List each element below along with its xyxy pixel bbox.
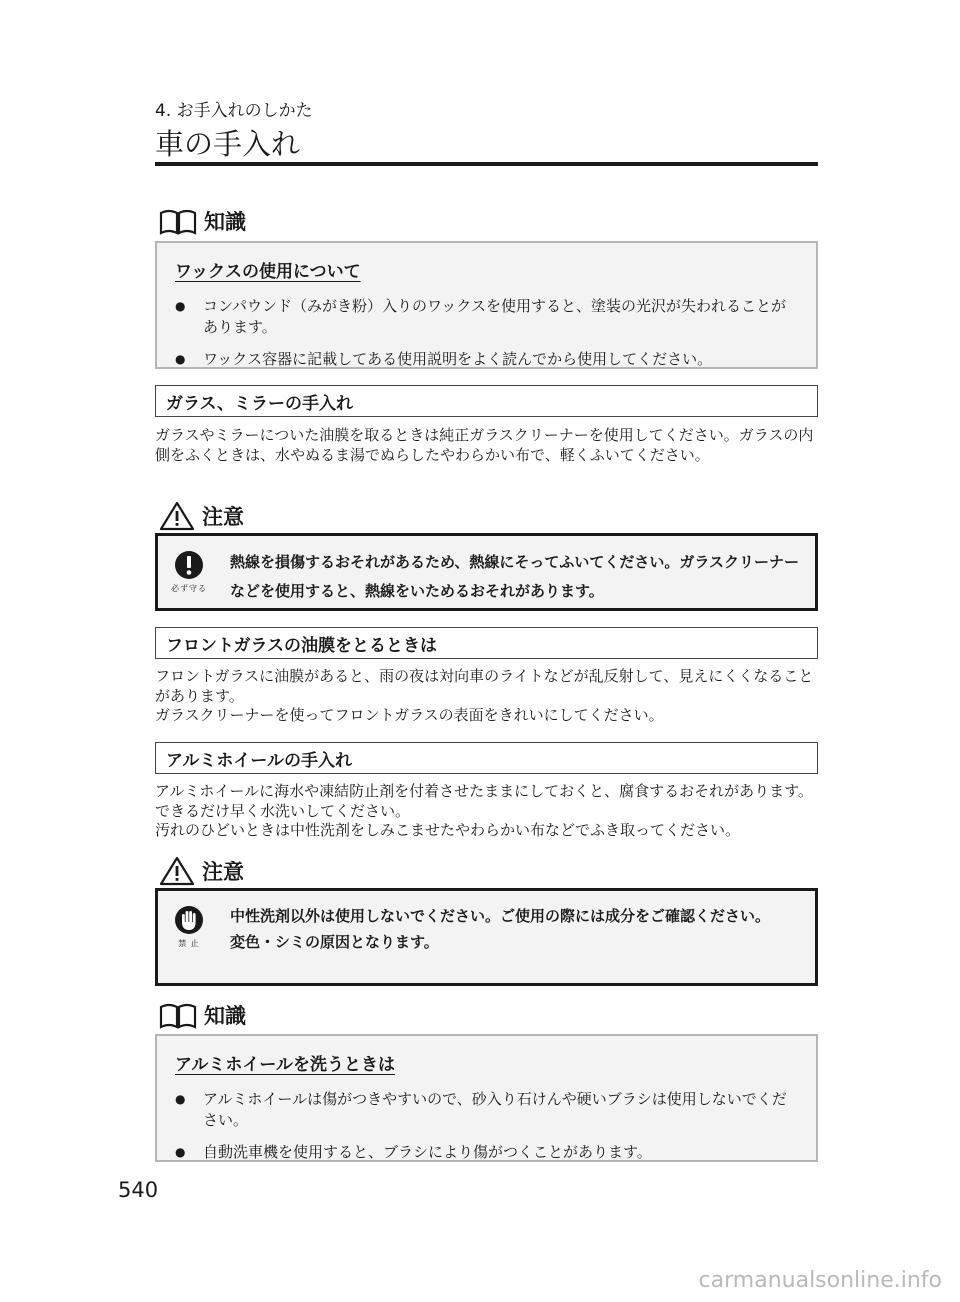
page-number: 540 — [118, 1178, 159, 1202]
prohibited-hand-icon — [174, 905, 204, 935]
caution-label-2 — [158, 855, 244, 887]
chapter-title: 4. お手入れのしかた — [155, 101, 313, 121]
mandatory-icon-caption: 必ず守る — [171, 584, 207, 593]
caution-box-detergent — [155, 888, 818, 986]
prohibited-icon-caption: 禁 止 — [178, 939, 200, 948]
book-icon — [158, 1000, 198, 1030]
paragraph-windshield: フロントガラスに油膜があると、雨の夜は対向車のライトなどが乱反射して、見えにくくなることがあります。 — [155, 667, 814, 705]
paragraph-wheel: アルミホイールに海水や凍結防止剤を付着させたままにしておくと、腐食するおそれがあります。できるだけ早く水洗いしてください。 — [155, 782, 813, 820]
paragraph-glass: ガラスやミラーについた油膜を取るときは純正ガラスクリーナーを使用してください。ガラスの内側をふくときは、水やぬるま湯でぬらしたやわらかい布で、軽くふいてください。 — [155, 426, 814, 464]
page-header — [155, 100, 818, 164]
header-rule — [155, 162, 818, 166]
mandatory-icon-column — [158, 536, 220, 608]
caution-box-defroster — [155, 533, 818, 611]
knowledge-label-1 — [158, 206, 246, 236]
caution-label-text: 注意 — [202, 505, 244, 529]
knowledge-label-text: 知識 — [204, 1004, 246, 1028]
book-icon — [158, 206, 198, 236]
section-heading-wheel: アルミホイールの手入れ — [155, 742, 818, 774]
knowledge-label-2 — [158, 1000, 246, 1030]
paragraph-windshield-2: ガラスクリーナーを使ってフロントガラスの表面をきれいにしてください。 — [155, 706, 664, 724]
warning-triangle-icon — [158, 500, 196, 532]
caution-label-1 — [158, 500, 244, 532]
section-heading-windshield: フロントガラスの油膜をとるときは — [155, 627, 818, 659]
paragraph-wheel-2: 汚れのひどいときは中性洗剤をしみこませたやわらかい布などでふき取ってください。 — [155, 821, 741, 839]
knowledge-box-wax — [155, 241, 818, 369]
section-heading-glass: ガラス、ミラーの手入れ — [155, 385, 818, 417]
caution-text-2: 変色・シミの原因となります。 — [230, 933, 439, 951]
warning-triangle-icon — [158, 855, 196, 887]
caution-text: 熱線を損傷するおそれがあるため、熱線にそってふいてください。ガラスクリーナーなどを使用すると、熱線をいためるおそれがあります。 — [230, 553, 799, 600]
knowledge-heading: アルミホイールを洗うときは — [175, 1055, 395, 1075]
caution-text: 中性洗剤以外は使用しないでください。ご使用の際には成分をご確認ください。 — [230, 907, 771, 925]
knowledge-label-text: 知識 — [204, 210, 246, 234]
knowledge-list — [175, 1089, 798, 1163]
knowledge-box-wheel — [155, 1034, 818, 1162]
watermark: carmanualsonline.info — [698, 1268, 942, 1293]
list-item: ● 自動洗車機を使用すると、ブラシにより傷がつくことがあります。 — [175, 1142, 798, 1163]
mandatory-icon — [174, 550, 204, 580]
knowledge-list — [175, 296, 798, 370]
prohibited-icon-column — [158, 891, 220, 983]
caution-label-text: 注意 — [202, 860, 244, 884]
list-item: ● アルミホイールは傷がつきやすいので、砂入り石けんや硬いブラシは使用しないでください。 — [175, 1089, 798, 1131]
page-title: 車の手入れ — [155, 127, 301, 161]
list-item: ● ワックス容器に記載してある使用説明をよく読んでから使用してください。 — [175, 349, 798, 370]
list-item: ● コンパウンド（みがき粉）入りのワックスを使用すると、塗装の光沢が失われることがあります。 — [175, 296, 798, 338]
knowledge-heading: ワックスの使用について — [175, 262, 361, 282]
caution-text-block — [220, 891, 815, 983]
